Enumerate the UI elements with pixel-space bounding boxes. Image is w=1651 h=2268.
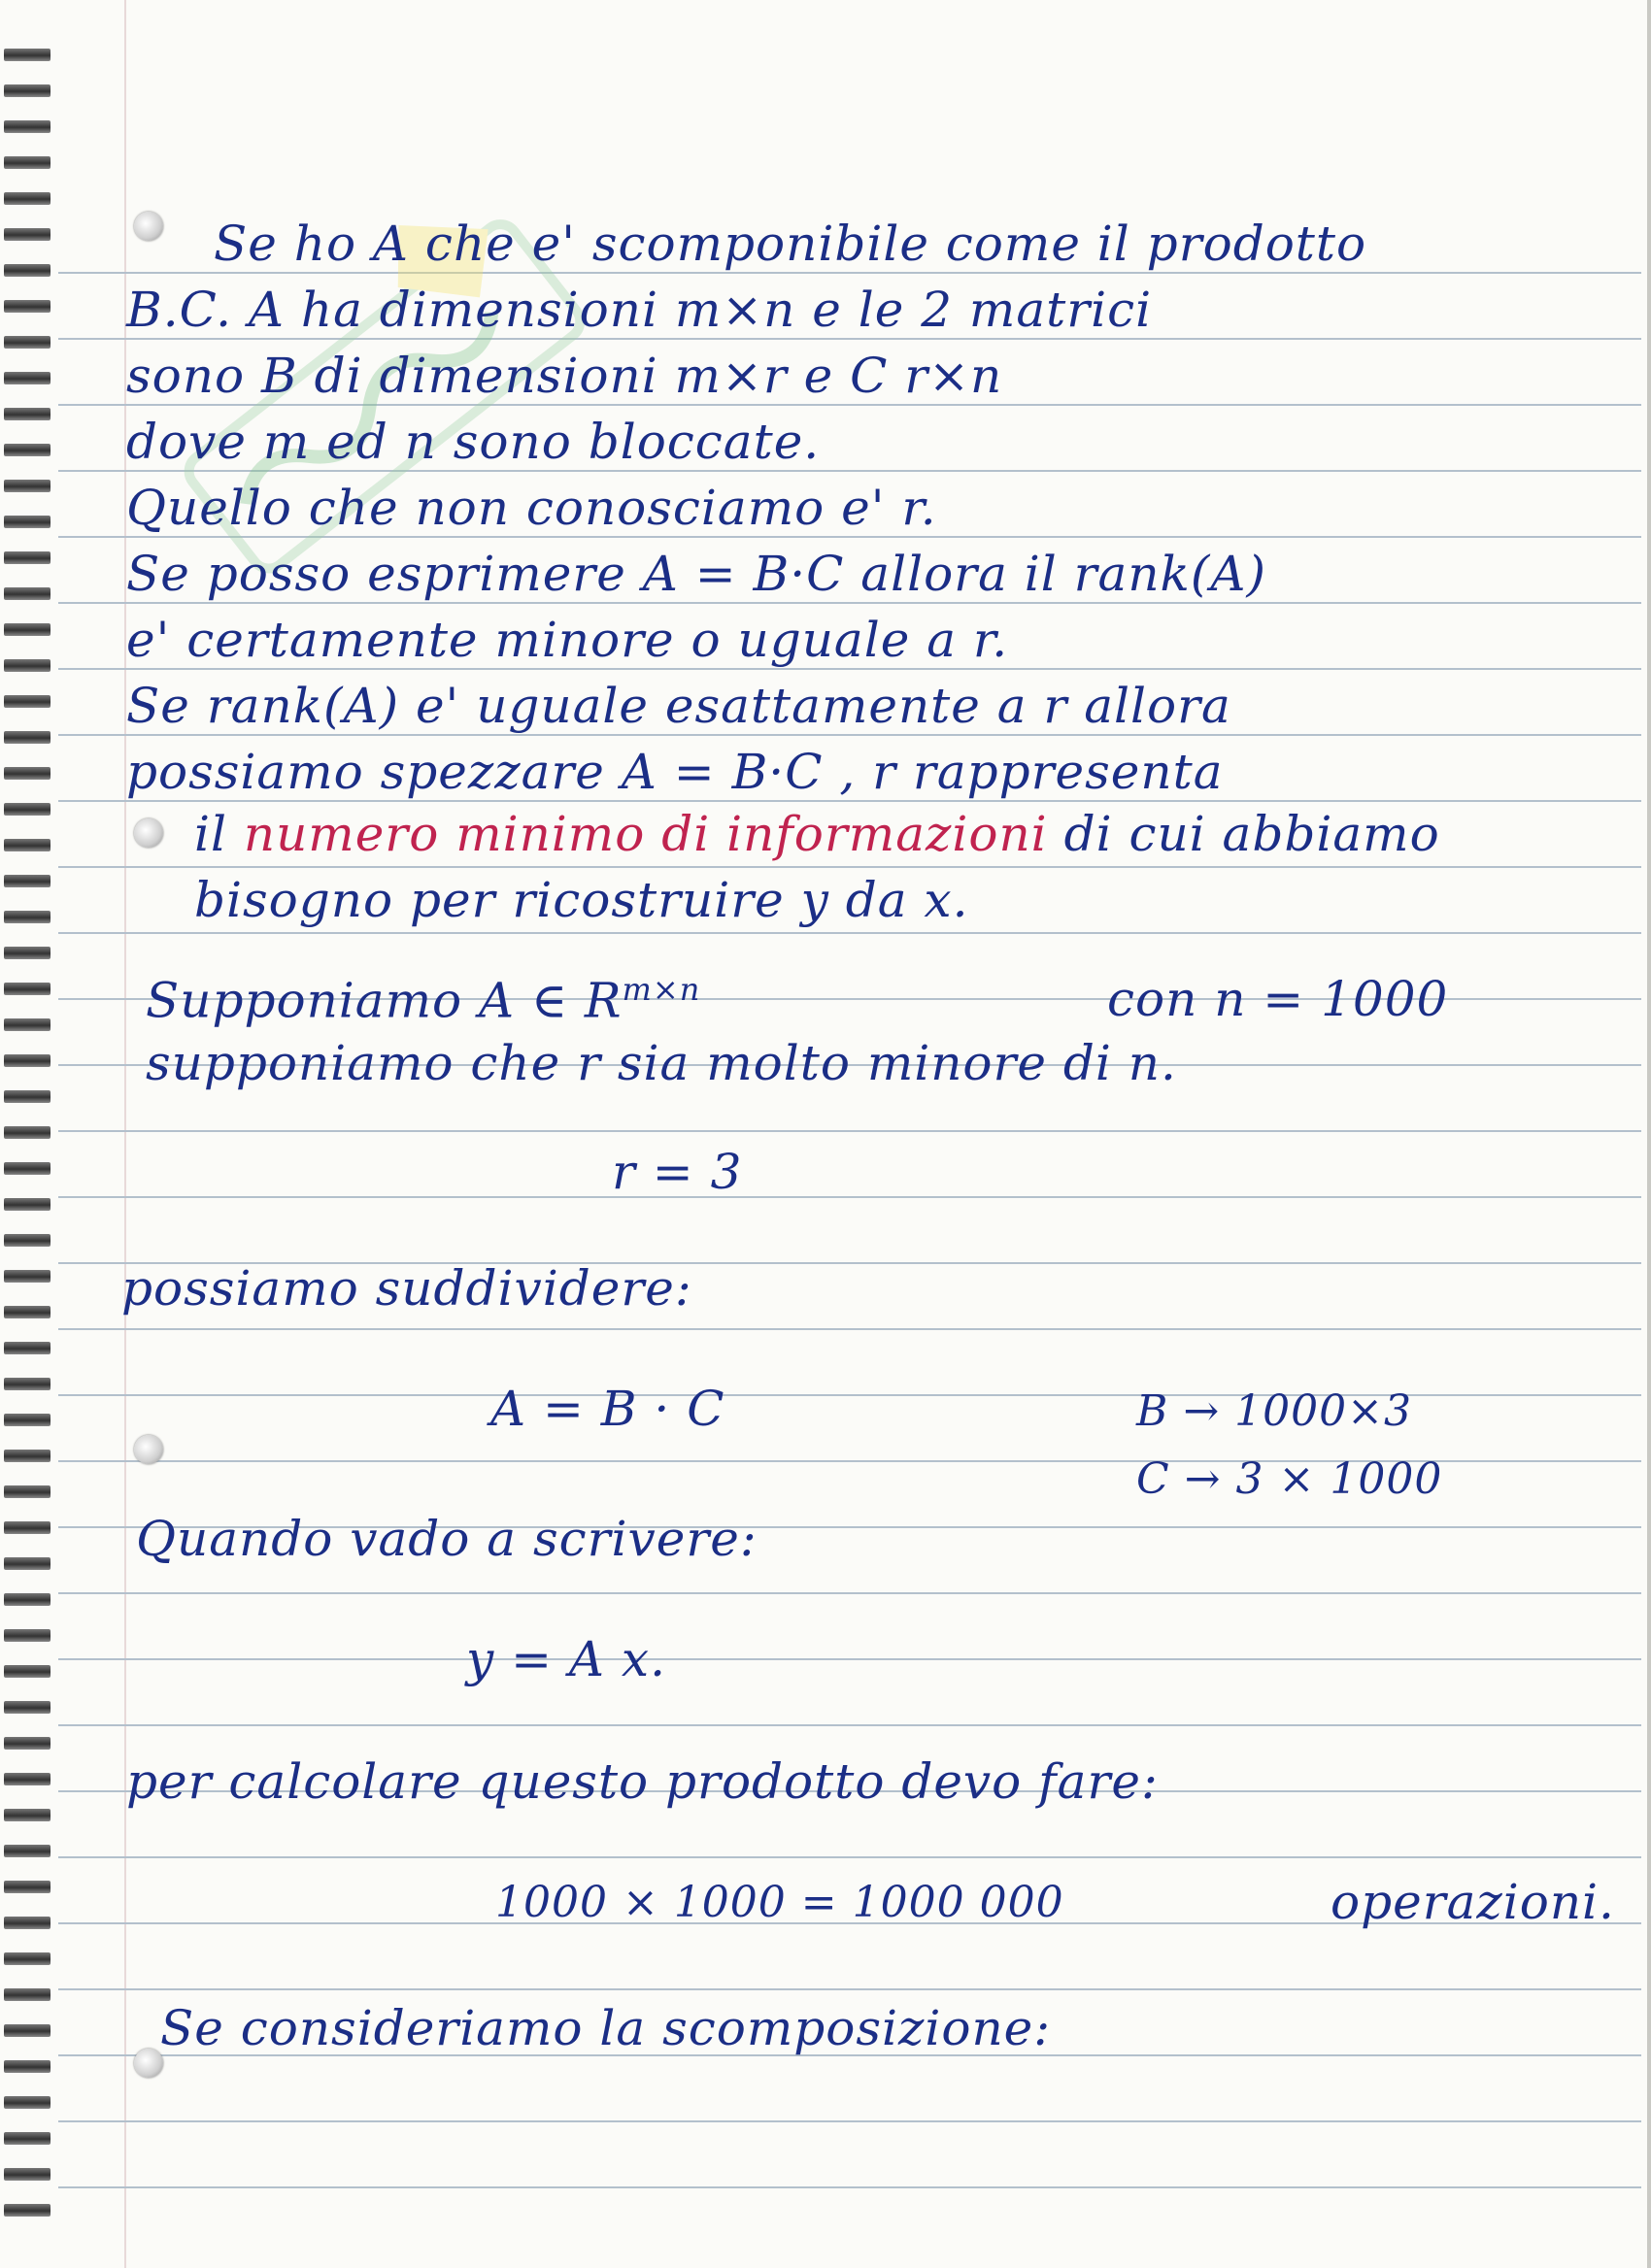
spiral-ring: [4, 1162, 51, 1175]
note-line-18: y = A x.: [466, 1631, 667, 1687]
spiral-ring: [4, 947, 51, 959]
note-line-19: per calcolare questo prodotto devo fare:: [126, 1753, 1159, 1810]
note-line-2: B.C. A ha dimensioni m×n e le 2 matrici: [126, 282, 1153, 338]
note-line-16c: C → 3 × 1000: [1136, 1454, 1443, 1504]
spiral-ring: [4, 2060, 51, 2073]
punch-hole-2: [134, 818, 163, 848]
spiral-ring: [4, 911, 51, 923]
note-line-14: r = 3: [612, 1144, 743, 1200]
note-line-4: dove m ed n sono bloccate.: [126, 414, 821, 470]
ruled-line: [58, 1196, 1641, 1198]
spiral-ring: [4, 300, 51, 313]
punch-hole-3: [134, 1435, 163, 1464]
note-line-20b: operazioni.: [1331, 1874, 1615, 1930]
spiral-ring: [4, 1270, 51, 1283]
spiral-ring: [4, 587, 51, 600]
spiral-ring: [4, 1701, 51, 1714]
note-highlight-pink: numero minimo di informazioni: [243, 806, 1048, 862]
spiral-ring: [4, 156, 51, 169]
ruled-line: [58, 1592, 1641, 1594]
ruled-line: [58, 1724, 1641, 1726]
spiral-ring: [4, 120, 51, 133]
note-superscript-mxn: m×n: [622, 971, 701, 1008]
spiral-ring: [4, 1809, 51, 1821]
punch-hole-4: [134, 2049, 163, 2078]
spiral-ring: [4, 2168, 51, 2181]
spiral-ring: [4, 1054, 51, 1067]
note-line-1: Se ho A che e' scomponibile come il prodotto: [214, 216, 1367, 272]
spiral-ring: [4, 1737, 51, 1750]
spiral-ring: [4, 1306, 51, 1318]
note-text-il: il: [194, 806, 227, 862]
spiral-ring: [4, 372, 51, 384]
spiral-ring: [4, 1414, 51, 1426]
ruled-line: [58, 404, 1641, 406]
spiral-ring: [4, 1881, 51, 1893]
ruled-line: [58, 1856, 1641, 1858]
note-line-12: [146, 971, 700, 1029]
spiral-ring: [4, 2204, 51, 2217]
ruled-line: [58, 866, 1641, 868]
punch-hole-1: [134, 212, 163, 241]
spiral-binding: [0, 49, 58, 2233]
ruled-line: [58, 338, 1641, 340]
spiral-ring: [4, 84, 51, 97]
spiral-ring: [4, 1917, 51, 1929]
spiral-ring: [4, 803, 51, 816]
margin-line: [124, 0, 126, 2268]
note-line-17: Quando vado a scrivere:: [136, 1511, 758, 1567]
ruled-line: [58, 1328, 1641, 1330]
spiral-ring: [4, 1198, 51, 1211]
spiral-ring: [4, 480, 51, 492]
spiral-ring: [4, 1126, 51, 1139]
spiral-ring: [4, 516, 51, 528]
spiral-ring: [4, 731, 51, 744]
spiral-ring: [4, 49, 51, 61]
note-line-5: Quello che non conosciamo e' r.: [126, 480, 937, 536]
spiral-ring: [4, 2024, 51, 2037]
spiral-ring: [4, 1593, 51, 1606]
ruled-line: [58, 272, 1641, 274]
spiral-ring: [4, 983, 51, 995]
spiral-ring: [4, 875, 51, 887]
ruled-line: [58, 1658, 1641, 1660]
spiral-ring: [4, 1952, 51, 1965]
spiral-ring: [4, 192, 51, 205]
note-line-20: 1000 × 1000 = 1000 000: [495, 1878, 1064, 1927]
ruled-line: [58, 800, 1641, 802]
spiral-ring: [4, 228, 51, 241]
note-line-12b: con n = 1000: [1107, 971, 1449, 1027]
ruled-line: [58, 1988, 1641, 1990]
note-line-6: Se posso esprimere A = B·C allora il rank(A): [126, 546, 1266, 602]
spiral-ring: [4, 1557, 51, 1570]
spiral-ring: [4, 1090, 51, 1103]
spiral-ring: [4, 551, 51, 564]
ruled-line: [58, 1130, 1641, 1132]
note-line-16b: B → 1000×3: [1136, 1386, 1413, 1436]
note-line-11: bisogno per ricostruire y da x.: [194, 872, 969, 928]
spiral-ring: [4, 1450, 51, 1462]
ruled-line: [58, 2120, 1641, 2122]
spiral-ring: [4, 659, 51, 672]
note-line-9: possiamo spezzare A = B·C , r rappresenta: [126, 744, 1224, 800]
spiral-ring: [4, 623, 51, 636]
note-line-10: [194, 806, 1440, 862]
spiral-ring: [4, 695, 51, 708]
ruled-line: [58, 2186, 1641, 2188]
note-text-abbiamo: di cui abbiamo: [1063, 806, 1440, 862]
spiral-ring: [4, 1665, 51, 1678]
ruled-line: [58, 932, 1641, 934]
note-line-16: A = B · C: [490, 1381, 725, 1437]
ruled-line: [58, 602, 1641, 604]
spiral-ring: [4, 1521, 51, 1534]
spiral-ring: [4, 1342, 51, 1354]
note-line-13: supponiamo che r sia molto minore di n.: [146, 1035, 1177, 1091]
spiral-ring: [4, 1629, 51, 1642]
spiral-ring: [4, 839, 51, 851]
spiral-ring: [4, 1845, 51, 1857]
spiral-ring: [4, 767, 51, 780]
note-line-3: sono B di dimensioni m×r e C r×n: [126, 348, 1003, 404]
spiral-ring: [4, 444, 51, 456]
note-text-supponiamo: Supponiamo A ∈ R: [146, 972, 623, 1029]
spiral-ring: [4, 1378, 51, 1390]
note-line-21: Se consideriamo la scomposizione:: [160, 2000, 1052, 2056]
spiral-ring: [4, 1988, 51, 2001]
spiral-ring: [4, 336, 51, 349]
spiral-ring: [4, 2096, 51, 2109]
note-line-15: possiamo suddividere:: [121, 1260, 692, 1317]
spiral-ring: [4, 408, 51, 420]
ruled-line: [58, 536, 1641, 538]
spiral-ring: [4, 264, 51, 277]
spiral-ring: [4, 1018, 51, 1031]
spiral-ring: [4, 1234, 51, 1247]
spiral-ring: [4, 1485, 51, 1498]
ruled-line: [58, 470, 1641, 472]
spiral-ring: [4, 2132, 51, 2145]
note-line-8: Se rank(A) e' uguale esattamente a r allora: [126, 678, 1231, 734]
ruled-line: [58, 734, 1641, 736]
note-line-7: e' certamente minore o uguale a r.: [126, 612, 1009, 668]
spiral-ring: [4, 1773, 51, 1785]
ruled-line: [58, 668, 1641, 670]
